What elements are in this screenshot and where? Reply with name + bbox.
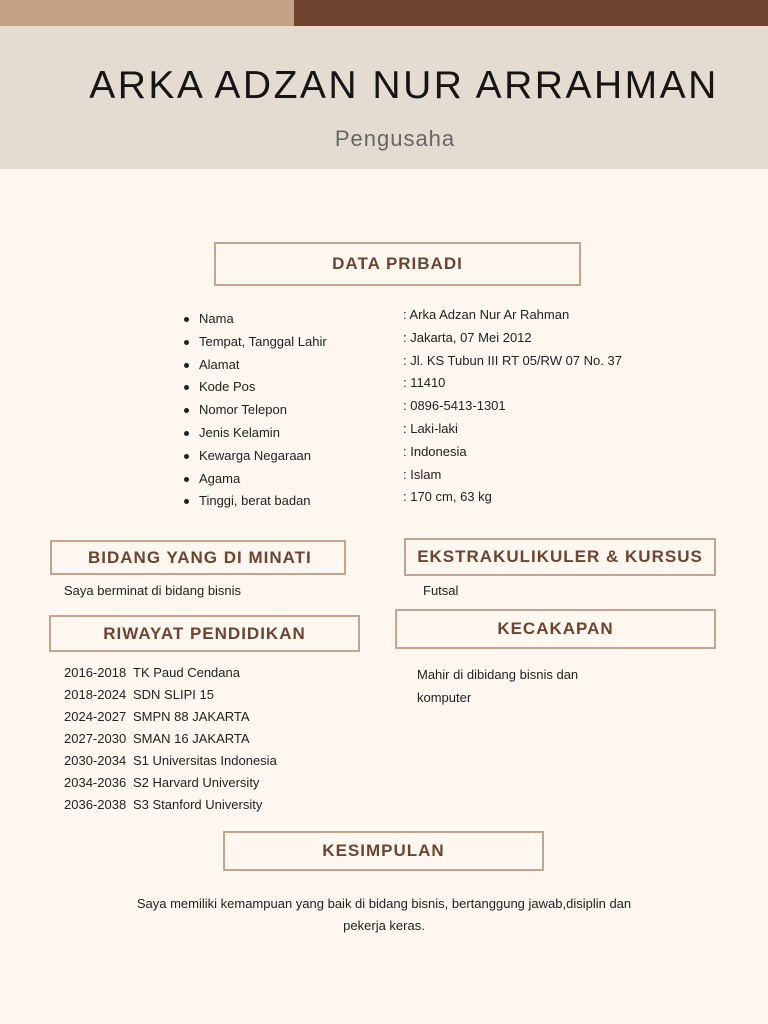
edu-school: TK Paud Cendana (133, 665, 240, 680)
list-item (64, 684, 277, 706)
section-title-kecakapan: KECAKAPAN (395, 609, 716, 649)
edu-year: 2030-2034 (64, 753, 127, 768)
kesimpulan-text (110, 893, 658, 937)
kecakapan-line: Mahir di dibidang bisnis dan (417, 667, 579, 682)
edu-school: SDN SLIPI 15 (133, 687, 214, 702)
edu-year: 2034-2036 (64, 775, 127, 790)
top-accent-bar-dark (294, 0, 768, 26)
list-item: : Indonesia (403, 443, 467, 459)
bidang-text: Saya berminat di bidang bisnis (64, 583, 242, 598)
kesimpulan-line: pekerja keras. (343, 918, 425, 933)
list-item (64, 706, 277, 728)
top-accent-bar-light (0, 0, 294, 26)
list-item: : Jl. KS Tubun III RT 05/RW 07 No. 37 (403, 352, 622, 368)
edu-year: 2018-2024 (64, 687, 127, 702)
edu-school: SMAN 16 JAKARTA (133, 731, 250, 746)
list-item (64, 772, 277, 794)
kecakapan-line: komputer (417, 690, 472, 705)
section-title-bidang: BIDANG YANG DI MINATI (50, 540, 346, 575)
list-item: : Jakarta, 07 Mei 2012 (403, 329, 532, 345)
list-item: : Arka Adzan Nur Ar Rahman (403, 307, 570, 322)
edu-year: 2024-2027 (64, 709, 127, 724)
edu-school: SMPN 88 JAKARTA (133, 709, 250, 724)
list-item: Alamat (184, 354, 327, 377)
person-role: Pengusaha (334, 126, 456, 151)
list-item: Kewarga Negaraan (184, 445, 327, 468)
kesimpulan-line: Saya memiliki kemampuan yang baik di bidang bisnis, bertanggung jawab,disiplin dan (136, 896, 632, 911)
list-item (64, 662, 277, 684)
list-item: : Islam (403, 466, 442, 482)
section-title-ekstrakulikuler: EKSTRAKULIKULER & KURSUS (404, 538, 716, 576)
person-name: ARKA ADZAN NUR ARRAHMAN (89, 64, 719, 107)
edu-school: S1 Universitas Indonesia (133, 753, 277, 768)
edu-year: 2036-2038 (64, 797, 127, 812)
kecakapan-text (417, 663, 578, 709)
list-item: Kode Pos (184, 376, 327, 399)
section-title-data-pribadi: DATA PRIBADI (214, 242, 581, 286)
personal-data-labels (184, 308, 327, 513)
ekstrakulikuler-text: Futsal (423, 583, 459, 598)
list-item: : 0896-5413-1301 (403, 398, 506, 414)
education-list (64, 662, 277, 816)
list-item: Jenis Kelamin (184, 422, 327, 445)
list-item: Nama (184, 308, 327, 331)
section-title-pendidikan: RIWAYAT PENDIDIKAN (49, 615, 360, 652)
list-item (64, 728, 277, 750)
edu-year: 2016-2018 (64, 665, 127, 680)
edu-school: S2 Harvard University (133, 775, 260, 790)
personal-data-values (403, 304, 622, 509)
list-item (64, 794, 277, 816)
list-item (64, 750, 277, 772)
list-item: : Laki-laki (403, 420, 458, 436)
section-title-kesimpulan: KESIMPULAN (223, 831, 544, 871)
list-item: : 170 cm, 63 kg (403, 489, 492, 505)
list-item: Nomor Telepon (184, 399, 327, 422)
edu-school: S3 Stanford University (133, 797, 263, 812)
list-item: Agama (184, 468, 327, 491)
list-item: Tinggi, berat badan (184, 490, 327, 513)
list-item: : 11410 (403, 375, 446, 391)
list-item: Tempat, Tanggal Lahir (184, 331, 327, 354)
edu-year: 2027-2030 (64, 731, 127, 746)
